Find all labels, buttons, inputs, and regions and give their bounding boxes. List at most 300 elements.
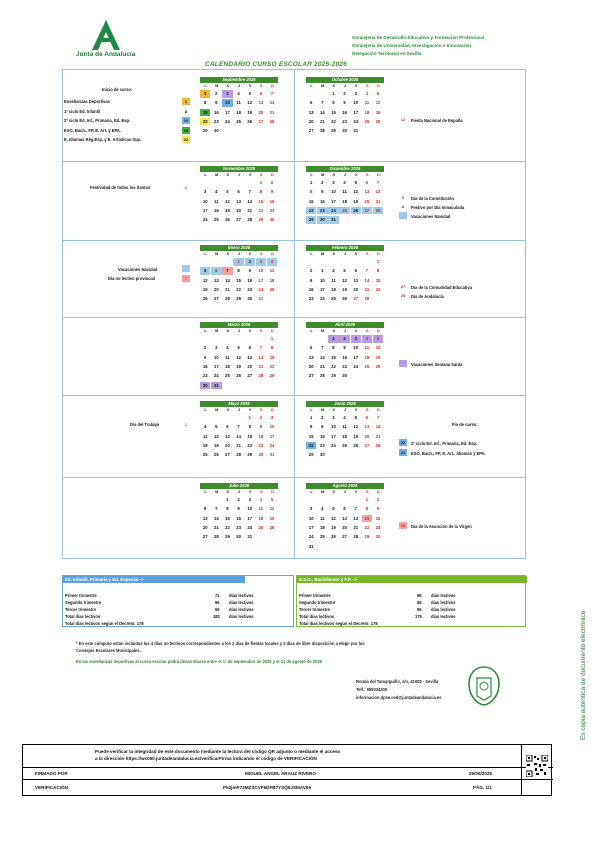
ene-legend-label: Vacaciones Navidad: [118, 267, 158, 272]
calendar-day: 13: [364, 424, 370, 430]
weekday-label: M: [215, 173, 219, 177]
feb-legend-day: 27: [400, 284, 406, 289]
calendar-day: 16: [342, 109, 347, 115]
calendar-day: 13: [213, 277, 219, 283]
weekday-label: J: [343, 329, 347, 333]
summary-row-value: 71: [215, 593, 220, 598]
weekday-label: X: [226, 329, 230, 333]
qr-code-icon[interactable]: [526, 755, 548, 777]
calendar-day: 14: [375, 189, 381, 195]
weekday-label: J: [237, 173, 241, 177]
calendar-day: 12: [342, 277, 347, 283]
calendar-day: 26: [353, 442, 359, 448]
summary-row-value: 55: [215, 607, 220, 612]
calendar-day: 27: [308, 128, 314, 134]
summary-row-value: 56: [215, 600, 220, 605]
calendar-day: 14: [353, 515, 359, 521]
fin-item-label: 2º ciclo Ed. Inf., Primaria, Ed. Esp.: [411, 441, 478, 446]
calendar-day: 11: [364, 100, 370, 106]
calendar-day: 13: [308, 354, 314, 360]
nov-holiday-day: 1: [184, 185, 188, 190]
calendar-day: 27: [364, 442, 370, 448]
month-header: Febrero 2026: [306, 245, 384, 251]
calendar-day: 16: [213, 109, 219, 115]
summary-row-label: Primer trimestre: [299, 593, 331, 598]
calendar-day: 19: [342, 286, 347, 292]
weekday-label: S: [365, 252, 369, 256]
calendar-day: 1: [310, 415, 313, 420]
calendar-day: 22: [306, 442, 316, 450]
calendar-day: 22: [225, 524, 230, 530]
calendar-day: 17: [353, 109, 359, 115]
calendar-day: 30: [247, 296, 253, 302]
calendar-day: 24: [328, 207, 338, 215]
calendar-day: 3: [310, 506, 313, 512]
calendar-day: 18: [364, 354, 370, 360]
calendar-day: 3: [321, 268, 324, 274]
weekday-label: J: [237, 329, 241, 333]
month-header: Mayo 2026: [200, 401, 278, 407]
weekday-label: X: [226, 252, 230, 256]
calendar-day: 22: [247, 442, 253, 448]
calendar-day: 22: [258, 207, 264, 213]
calendar-day: 21: [319, 363, 325, 369]
calendar-day: 20: [247, 363, 253, 369]
calendar-day: 21: [258, 363, 264, 369]
calendar-day: 18: [331, 286, 336, 292]
calendar-day: 12: [202, 277, 208, 283]
calendar-day: 20: [353, 286, 359, 292]
calendar-day: 6: [365, 415, 369, 420]
weekday-label: X: [226, 84, 230, 88]
calendar-day: 3: [215, 345, 218, 351]
calendar-day: 14: [258, 354, 264, 360]
calendar-day: 8: [237, 268, 240, 274]
calendar-day: 30: [319, 452, 325, 458]
weekday-label: V: [248, 173, 252, 177]
calendar-day: 19: [375, 354, 381, 360]
weekday-header: [306, 490, 384, 495]
calendar-day: 13: [236, 198, 241, 204]
calendar-day: 11: [202, 433, 208, 439]
summary-row-value: 68: [417, 593, 422, 598]
calendar-day: 19: [225, 207, 230, 213]
summary-row-unit: días lectivos: [229, 614, 254, 619]
weekday-label: X: [332, 408, 336, 412]
calendar-day: 5: [343, 268, 346, 274]
calendar-day: 7: [237, 424, 240, 430]
weekday-header: [306, 84, 384, 89]
calendar-day: 8: [332, 345, 335, 351]
calendar-day: 30: [258, 452, 264, 458]
calendar-day: 28: [373, 207, 383, 215]
calendar-day: 23: [269, 207, 275, 213]
weekday-label: S: [365, 84, 369, 88]
calendar-day: 2: [237, 497, 240, 502]
calendar-day: 18: [269, 277, 275, 283]
calendar-day: 15: [225, 515, 230, 521]
abr-legend-label: Vacaciones Semana Santa: [411, 362, 463, 367]
calendar-day: 5: [226, 189, 229, 195]
summary-row-value: 55: [417, 607, 422, 612]
calendar-day: 25: [236, 118, 241, 124]
summary-primaria: [62, 575, 294, 627]
calendar-day: 1: [226, 497, 229, 502]
summary-row-unit: días lectivos: [229, 600, 254, 605]
calendar-day: 28: [269, 118, 275, 124]
calendar-day: 25: [213, 217, 219, 223]
calendar-day: 6: [211, 267, 221, 275]
weekday-label: V: [354, 84, 358, 88]
calendar-day: 15: [362, 515, 372, 523]
weekday-label: M: [321, 329, 325, 333]
calendar-day: 23: [342, 363, 347, 369]
calendar-day: 28: [375, 442, 381, 448]
calendar-day: 24: [269, 442, 275, 448]
weekday-label: D: [271, 329, 274, 333]
calendar-day: 10: [331, 424, 336, 430]
weekday-label: D: [271, 252, 274, 256]
summary-row-label: Tercer trimestre: [65, 607, 96, 612]
calendar-day: 12: [225, 198, 230, 204]
calendar-day: 13: [342, 515, 347, 521]
calendar-day: 4: [343, 180, 346, 185]
month-header: Agosto 2026: [306, 483, 384, 489]
calendar-day: 19: [269, 515, 275, 521]
inicio-item: E. Idiomas Rég.Esp. y E. Artísticas Sup.: [64, 137, 142, 142]
calendar-day: 28: [319, 128, 325, 134]
weekday-label: J: [343, 84, 347, 88]
oct-holiday-label: Fiesta Nacional de España: [411, 118, 463, 123]
calendar-day: 17: [331, 433, 336, 439]
calendar-day: 4: [343, 415, 346, 420]
calendar-day: 23: [375, 524, 381, 530]
calendar-day: 30: [213, 128, 219, 134]
calendar-day: 5: [270, 497, 274, 502]
calendar-day: 19: [353, 433, 359, 439]
calendar-day: 6: [226, 424, 229, 430]
weekday-label: D: [271, 490, 274, 494]
weekday-label: V: [248, 252, 252, 256]
calendar-day: 16: [375, 515, 381, 521]
calendar-day: 20: [202, 524, 208, 530]
month-header: Septiembre 2025: [200, 77, 278, 83]
calendar-day: 20: [308, 363, 314, 369]
calendar-day: 14: [319, 109, 325, 115]
address-line: Ronda del Tamarguillo, s/n, 41005 - Sevilla: [356, 679, 439, 684]
calendar-day: 27: [236, 217, 241, 223]
calendar-day: 19: [236, 363, 241, 369]
calendar-day: 31: [258, 296, 264, 302]
weekday-label: D: [377, 490, 380, 494]
calendar-day: 21: [353, 524, 359, 530]
calendar-day: 9: [259, 424, 263, 430]
calendar-day: 21: [236, 442, 241, 448]
calendar-day: 25: [364, 118, 370, 124]
weekday-header: [200, 408, 278, 413]
calendar-day: 10: [319, 277, 325, 283]
calendar-day: 12: [353, 424, 359, 430]
summary-row-label: Segundo trimestre: [299, 600, 336, 605]
calendar-day: 14: [225, 277, 230, 283]
weekday-header: [200, 84, 278, 89]
weekday-label: V: [354, 329, 358, 333]
calendar-day: 5: [376, 91, 380, 96]
consejeria-3: Delegación Territorial en Sevilla: [352, 51, 422, 56]
calendar-day: 3: [354, 91, 357, 96]
calendar-day: 12: [331, 515, 336, 521]
calendar-day: 26: [342, 296, 347, 302]
calendar-day: 6: [310, 345, 313, 351]
side-authenticity-text: Es copia auténtica de documento electrónico: [580, 610, 587, 740]
calendar-day: 17: [319, 286, 325, 292]
calendar-day: 29: [331, 128, 336, 134]
calendar-day: 20: [258, 109, 264, 115]
feb-legend-label: Día de la Comunidad Educativa: [411, 285, 472, 290]
calendar-day: 1: [259, 180, 263, 185]
calendar-day: 25: [202, 452, 208, 458]
calendar-day: 27: [247, 373, 253, 379]
calendar-day: 21: [225, 286, 230, 292]
calendar-day: 16: [269, 198, 275, 204]
calendar-day: 9: [237, 506, 240, 512]
calendar-day: 4: [321, 506, 324, 512]
calendar-day: 24: [319, 296, 325, 302]
summary-foot: Total días lectivos según el Decreto: 175: [299, 621, 378, 626]
calendar-day: 17: [202, 207, 208, 213]
calendar-day: 25: [225, 373, 230, 379]
nov-holiday-label: Festividad de todos los Santos: [90, 185, 151, 190]
calendar-day: 27: [225, 452, 230, 458]
calendar-day: 8: [259, 189, 263, 195]
summary-foot: Total días lectivos según el Decreto: 178: [65, 621, 144, 626]
calendar-day: 11: [320, 515, 325, 521]
calendar-day: 1: [248, 415, 251, 420]
calendar-day: 8: [332, 100, 335, 106]
abr-legend-swatch: [399, 360, 407, 367]
calendar-day: 20: [308, 118, 314, 124]
calendar-day: 31: [328, 216, 338, 224]
calendar-day: 6: [310, 100, 313, 106]
calendar-day: 19: [202, 286, 208, 292]
calendar-day: 31: [247, 534, 253, 540]
weekday-label: X: [332, 252, 336, 256]
calendar-day: 25: [364, 363, 370, 369]
calendar-day: 14: [319, 354, 325, 360]
calendar-day: 12: [213, 433, 219, 439]
summary-eso-title: E.S.O., Bachillerato y F.P. ->: [297, 576, 527, 583]
calendar-day: 1: [328, 335, 338, 343]
calendar-day: 15: [247, 433, 253, 439]
calendar-day: 4: [204, 424, 207, 430]
calendar-day: 14: [364, 277, 370, 283]
calendar-day: 22: [236, 286, 241, 292]
calendar-day: 19: [213, 442, 219, 448]
calendar-day: 28: [225, 296, 230, 302]
calendar-day: 18: [225, 363, 230, 369]
summary-row-value: 179: [415, 614, 422, 619]
calendar-day: 4: [226, 345, 229, 351]
calendar-day: 2: [204, 345, 207, 351]
calendar-day: 13: [202, 515, 208, 521]
calendar-day: 30: [317, 216, 327, 224]
calendar-day: 5: [215, 424, 218, 430]
calendar-day: 2: [215, 91, 218, 96]
weekday-label: S: [365, 408, 369, 412]
fin-item-label: ESO, Bach., FP, E. Art., Idiomas y EPA.: [411, 451, 486, 456]
calendar-day: 15: [308, 198, 314, 204]
weekday-label: V: [354, 173, 358, 177]
weekday-label: L: [204, 252, 207, 256]
ene-legend-day: 7: [182, 275, 190, 282]
calendar-day: 26: [351, 207, 361, 215]
calendar-day: 28: [364, 296, 370, 302]
verificacion-label: VERIFICACIÓN: [35, 785, 68, 790]
summary-row-value: 182: [213, 614, 220, 619]
weekday-label: L: [204, 408, 207, 412]
month-header: Julio 2026: [200, 483, 278, 489]
calendar-day: 25: [342, 442, 347, 448]
firmado-label: FIRMADO POR: [35, 771, 68, 776]
email-line: informacion.dpse.ced@juntadeandalucia.es: [356, 695, 442, 700]
calendar-day: 20: [225, 442, 230, 448]
calendar-day: 25: [331, 296, 336, 302]
calendar-day: 13: [225, 433, 230, 439]
calendar-day: 13: [258, 100, 264, 106]
calendar-day: 27: [362, 207, 372, 215]
calendar-day: 26: [269, 524, 275, 530]
weekday-label: D: [377, 173, 380, 177]
calendar-day: 20: [213, 286, 219, 292]
calendar-day: 22: [331, 363, 336, 369]
summary-row-label: Tercer trimestre: [299, 607, 330, 612]
calendar-day: 6: [354, 268, 357, 274]
calendar-day: 6: [204, 506, 207, 512]
month-header: Junio 2026: [306, 401, 384, 407]
weekday-label: V: [354, 490, 358, 494]
calendar-day: 12: [269, 506, 275, 512]
ago-holiday-label: Día de la Asunción de la Virgen: [411, 524, 472, 529]
calendar-day: 31: [211, 382, 221, 390]
summary-primaria-title: Ed. Infantil, Primaria y Ed. Especial ->: [63, 576, 245, 583]
calendar-day: 11: [269, 268, 275, 274]
calendar-day: 3: [270, 415, 274, 420]
calendar-day: 10: [353, 345, 359, 351]
junta-logo-icon: [92, 20, 120, 50]
inicio-item: Enseñanzas Deportivas: [64, 99, 110, 104]
calendar-day: 24: [202, 217, 208, 223]
weekday-label: X: [226, 490, 230, 494]
calendar-day: 21: [375, 433, 381, 439]
calendar-day: 10: [202, 198, 208, 204]
calendar-day: 8: [270, 345, 274, 351]
calendar-day: 1: [332, 91, 335, 96]
summary-eso: [296, 575, 526, 627]
calendar-day: 5: [354, 180, 357, 185]
calendar-day: 9: [248, 268, 251, 274]
calendar-day: 24: [353, 118, 359, 124]
calendar-day: 17: [308, 524, 314, 530]
weekday-label: D: [271, 173, 274, 177]
may-holiday-label: Día del Trabajo: [130, 422, 160, 427]
calendar-day: 24: [258, 286, 264, 292]
calendar-day: 27: [202, 534, 208, 540]
inicio-item: 2º ciclo Ed. Inf., Primaria, Ed. Esp.: [64, 118, 131, 123]
weekday-label: V: [248, 84, 252, 88]
calendar-day: 18: [342, 433, 347, 439]
calendar-day: 5: [237, 345, 240, 351]
calendar-day: 2: [245, 258, 255, 266]
calendar-day: 4: [259, 497, 263, 502]
calendar-day: 29: [364, 534, 370, 540]
calendar-day: 30: [342, 128, 347, 134]
calendar-day: 29: [308, 452, 314, 458]
calendar-day: 7: [259, 345, 263, 351]
inicio-swatch: 15: [183, 128, 189, 133]
weekday-label: S: [259, 252, 263, 256]
calendar-day: 7: [321, 345, 324, 351]
calendar-day: 15: [200, 109, 210, 117]
calendar-day: 16: [308, 286, 314, 292]
calendar-day: 29: [202, 128, 208, 134]
weekday-label: M: [215, 84, 219, 88]
weekday-label: S: [259, 84, 263, 88]
weekday-label: J: [237, 408, 241, 412]
calendar-day: 26: [247, 118, 253, 124]
calendar-day: 17: [269, 433, 275, 439]
month-header: Noviembre 2025: [200, 166, 278, 172]
calendar-day: 2: [310, 268, 313, 274]
weekday-label: J: [237, 84, 241, 88]
calendar-day: 26: [236, 373, 241, 379]
calendar-day: 18: [236, 109, 241, 115]
calendar-day: 9: [215, 100, 218, 106]
weekday-label: M: [215, 408, 219, 412]
calendar-day: 28: [319, 373, 325, 379]
summary-row-unit: días lectivos: [229, 593, 254, 598]
dic-legend-day: 6: [401, 195, 405, 200]
calendar-day: 6: [248, 345, 251, 351]
calendar-day: 19: [375, 109, 381, 115]
calendar-day: 11: [342, 424, 347, 430]
summary-row-label: Total días lectivos: [299, 614, 335, 619]
calendar-day: 7: [222, 267, 232, 275]
month-header: Octubre 2025: [306, 77, 384, 83]
calendar-day: 21: [213, 524, 219, 530]
calendar-day: 23: [202, 373, 208, 379]
calendar-day: 13: [308, 109, 314, 115]
dic-legend-day: 8: [401, 204, 405, 209]
weekday-label: V: [248, 329, 252, 333]
calendar-day: 1: [233, 258, 243, 266]
calendar-day: 12: [375, 100, 381, 106]
calendar-day: 22: [375, 286, 381, 292]
calendar-day: 8: [365, 506, 369, 512]
calendar-day: 14: [236, 433, 241, 439]
calendar-day: 5: [354, 415, 357, 420]
calendar-day: 7: [354, 506, 357, 512]
weekday-label: L: [310, 490, 313, 494]
feb-legend-day: 28: [400, 293, 406, 298]
summary-row-unit: días lectivos: [229, 607, 254, 612]
summary-row-label: Total días lectivos: [65, 614, 101, 619]
junta-seal-icon: [467, 666, 501, 706]
inicio-swatch: 10: [183, 118, 189, 123]
calendar-day: 27: [213, 296, 219, 302]
calendar-day: 1: [200, 90, 210, 98]
calendar-day: 7: [321, 100, 324, 106]
calendar-day: 31: [308, 543, 314, 549]
